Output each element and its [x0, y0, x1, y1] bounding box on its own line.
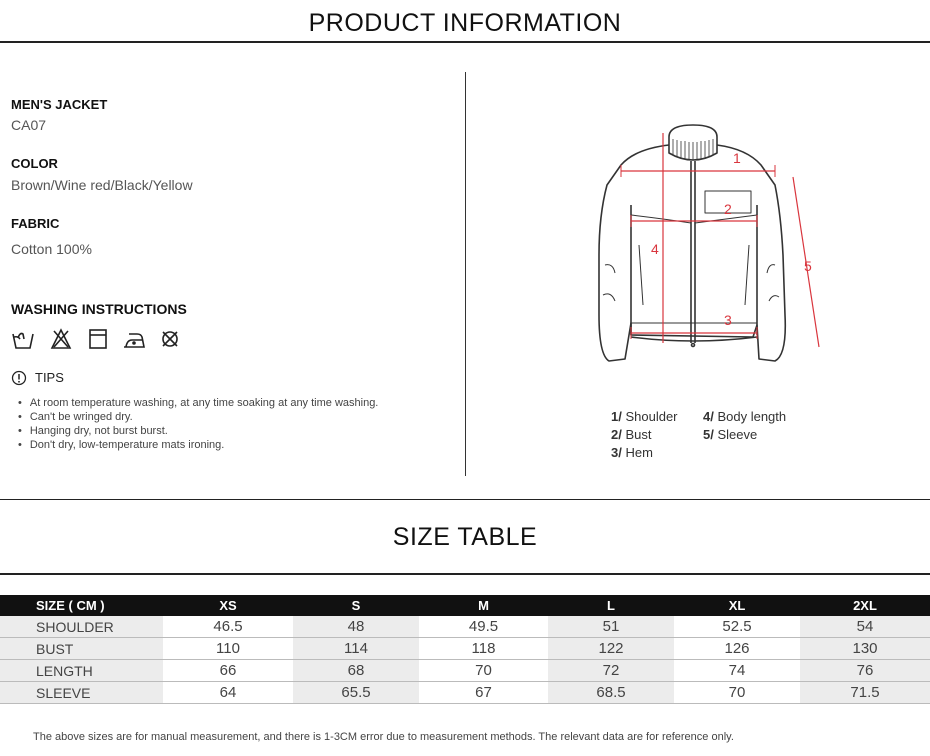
row-label: SHOULDER [0, 616, 163, 638]
size-table-title: SIZE TABLE [392, 523, 538, 551]
size-header-row [0, 595, 930, 616]
no-bleach-icon [52, 330, 70, 348]
column-divider [465, 72, 466, 476]
tip-item: • Can't be wringed dry. [18, 410, 378, 424]
marker-2: 2 [724, 201, 732, 217]
table-cell: 66 [163, 660, 293, 682]
jacket-outline [599, 125, 785, 361]
row-label: SLEEVE [0, 682, 163, 704]
measurement-note: The above sizes are for manual measurement, and there is 1-3CM error due to measurement methods. The relevant data are for reference only. [33, 731, 734, 743]
legend-sleeve: 5/ Sleeve [703, 427, 758, 442]
size-header-cell: S [293, 595, 419, 616]
table-cell: 74 [674, 660, 800, 682]
marker-4: 4 [651, 241, 659, 257]
fabric-value: Cotton 100% [11, 241, 92, 257]
table-row [0, 660, 930, 682]
product-info-title: PRODUCT INFORMATION [308, 9, 622, 37]
table-cell: 65.5 [293, 682, 419, 704]
table-cell: 70 [674, 682, 800, 704]
table-cell: 68 [293, 660, 419, 682]
table-row [0, 616, 930, 638]
table-cell: 48 [293, 616, 419, 638]
fabric-label: FABRIC [11, 216, 60, 231]
table-cell: 46.5 [163, 616, 293, 638]
table-cell: 70 [419, 660, 548, 682]
legend-body-length: 4/ Body length [703, 409, 787, 424]
table-cell: 130 [800, 638, 930, 660]
header-divider [0, 41, 930, 43]
marker-5: 5 [804, 258, 812, 274]
tip-item: • At room temperature washing, at any time soaking at any time washing. [18, 396, 378, 410]
table-cell: 71.5 [800, 682, 930, 704]
table-cell: 114 [293, 638, 419, 660]
washing-icons [12, 328, 192, 350]
size-table [0, 595, 930, 704]
legend-bust: 2/ Bust [611, 427, 652, 442]
table-cell: 51 [548, 616, 674, 638]
model-label: MEN'S JACKET [11, 97, 108, 112]
tip-item: • Don't dry, low-temperature mats ironing. [18, 438, 378, 452]
do-not-dry-clean-icon [163, 332, 177, 346]
table-cell: 126 [674, 638, 800, 660]
hand-wash-icon [13, 334, 33, 349]
color-value: Brown/Wine red/Black/Yellow [11, 177, 193, 193]
tips-list [18, 396, 378, 452]
model-value: CA07 [11, 117, 47, 133]
jacket-diagram [585, 115, 825, 375]
size-header-cell: XL [674, 595, 800, 616]
table-cell: 54 [800, 616, 930, 638]
row-label: LENGTH [0, 660, 163, 682]
table-cell: 122 [548, 638, 674, 660]
tumble-dry-icon [90, 330, 106, 348]
measurement-lines [621, 133, 819, 347]
size-header-cell: M [419, 595, 548, 616]
tips-label: TIPS [35, 370, 64, 385]
table-row [0, 682, 930, 704]
marker-3: 3 [724, 312, 732, 328]
legend-shoulder: 1/ Shoulder [611, 409, 678, 424]
color-label: COLOR [11, 156, 58, 171]
table-cell: 52.5 [674, 616, 800, 638]
table-cell: 72 [548, 660, 674, 682]
row-label: BUST [0, 638, 163, 660]
size-bottom-divider [0, 573, 930, 575]
tip-item: • Hanging dry, not burst burst. [18, 424, 378, 438]
size-header-cell: SIZE ( CM ) [0, 595, 163, 616]
marker-1: 1 [733, 150, 741, 166]
legend-hem: 3/ Hem [611, 445, 653, 460]
table-cell: 49.5 [419, 616, 548, 638]
info-icon [11, 370, 27, 391]
table-cell: 76 [800, 660, 930, 682]
iron-low-icon [124, 334, 144, 347]
size-header-cell: 2XL [800, 595, 930, 616]
size-header-cell: L [548, 595, 674, 616]
table-cell: 64 [163, 682, 293, 704]
table-cell: 68.5 [548, 682, 674, 704]
size-top-divider [0, 499, 930, 500]
size-header-cell: XS [163, 595, 293, 616]
table-row [0, 638, 930, 660]
table-cell: 118 [419, 638, 548, 660]
washing-label: WASHING INSTRUCTIONS [11, 301, 187, 317]
table-cell: 110 [163, 638, 293, 660]
table-cell: 67 [419, 682, 548, 704]
